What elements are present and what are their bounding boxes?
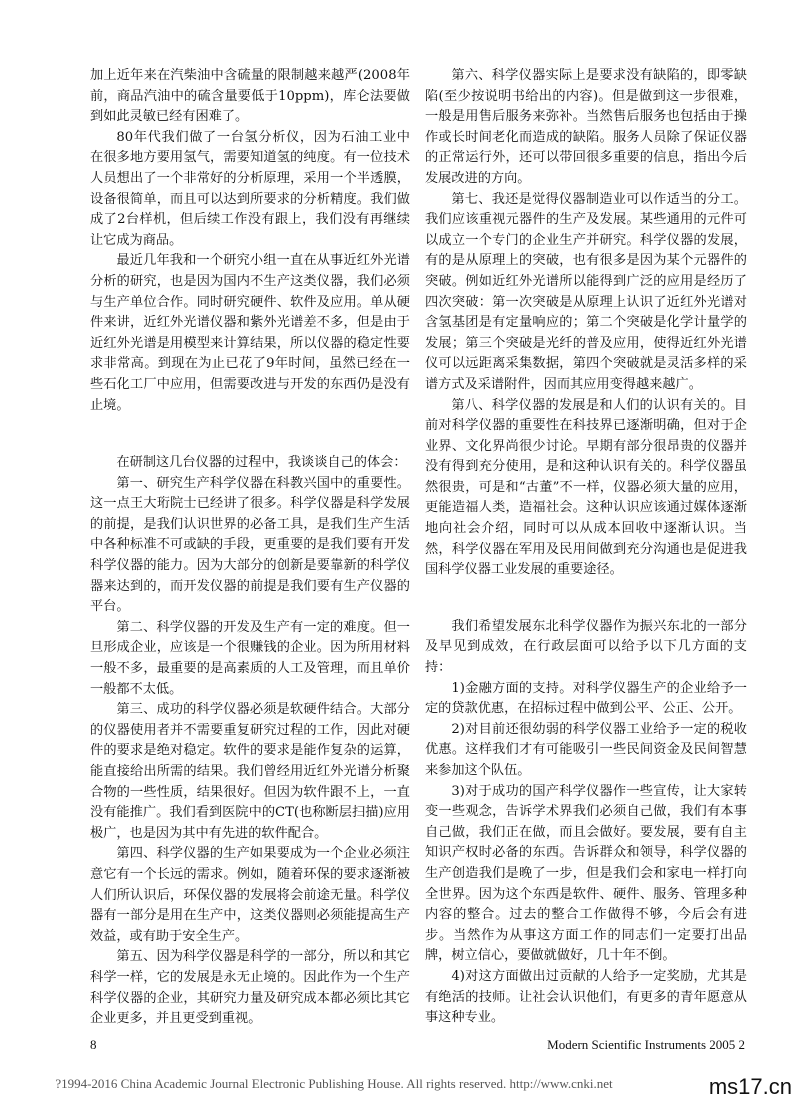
paragraph: 我们希望发展东北科学仪器作为振兴东北的一部分及早见到成效，在行政层面可以给予以下几方面的支持： — [425, 618, 747, 676]
paragraph: 第八、科学仪器的发展是和人们的认识有关的。目前对科学仪器的重要性在科技界已逐渐明确，但对于企业界、文化界尚很少讨论。早期有部分很昂贵的仪器并没有得到充分使用，是和这种认识有关的。科学仪器虽然很贵，可是和“古董”不一样，仪器必须大量的应用，更能造福人类，造福社会。这种认识应该通过媒体逐渐地向社会介绍，同时可以从成本回收中逐渐认识。当然，科学仪器在军用及民用间做到充分沟通也是促进我国科学仪器工业发展的重要途径。 — [425, 397, 747, 578]
paragraph: 4)对这方面做出过贡献的人给予一定奖励，尤其是有绝活的技师。让社会认识他们，有更多的青年愿意从事这种专业。 — [425, 968, 747, 1026]
paragraph: 2)对目前还很幼弱的科学仪器工业给予一定的税收优惠。这样我们才有可能吸引一些民间资金及民间智慧来参加这个队伍。 — [425, 721, 747, 778]
paragraph: 80年代我们做了一台氢分析仪，因为石油工业中在很多地方要用氢气，需要知道氢的纯度。有一位技术人员想出了一个非常好的分析原理，采用一个半透膜，设备很简单，而且可以达到所要求的分析精度。我们做成了2台样机，但后续工作没有跟上，我们没有再继续让它成为商品。 — [90, 129, 410, 248]
paragraph: 1)金融方面的支持。对科学仪器生产的企业给予一定的贷款优惠，在招标过程中做到公平、公正、公开。 — [425, 680, 747, 717]
paragraph: 第三、成功的科学仪器必须是软硬件结合。大部分的仪器使用者并不需要重复研究过程的工作，因此对硬件的要求是绝对稳定。软件的要求是能作复杂的运算，能直接给出所需的结果。我们曾经用近红外光谱分析聚合物的一些性质，结果很好。但因为软件跟不上，一直没有能推广。我们看到医院中的CT(也称断层扫描)应用极广，也是因为其中有先进的软件配合。 — [90, 702, 410, 841]
paragraph: 3)对于成功的国产科学仪器作一些宣传，让大家转变一些观念，告诉学术界我们必须自己做，我们有本事自己做，我们正在做，而且会做好。要发展，要有自主知识产权时必备的东西。告诉群众和领导，科学仪器的生产创造我们是晚了一步，但是我们会和家电一样打向全世界。因为这个东西是软件、硬件、服务、管理多种内容的整合。过去的整合工作做得不够，今后会有进步。当然作为从事这方面工作的同志们一定要打出品牌，树立信心，要做就做好，几十年不倒。 — [425, 783, 747, 964]
page-number: 8 — [90, 1037, 97, 1052]
paragraph: 第六、科学仪器实际上是要求没有缺陷的，即零缺陷(至少按说明书给出的内容)。但是做到这一步很难，一般是用售后服务来弥补。当然售后服务也包括由于操作或长时间老化而造成的缺陷。服务人员除了保证仪器的正常运行外，还可以带回很多重要的信息，指出今后发展改进的方向。 — [425, 68, 747, 186]
left-column — [90, 66, 410, 1030]
paragraph: 第二、科学仪器的开发及生产有一定的难度。但一旦形成企业，应该是一个很赚钱的企业。因为所用材料一般不多，最重要的是高素质的人工及管理，而且单价一般都不太低。 — [90, 619, 410, 697]
paragraph: 第四、科学仪器的生产如果要成为一个企业必须注意它有一个长远的需求。例如，随着环保的要求逐渐被人们所认识后，环保仪器的发展将会前途无量。科学仪器有一部分是用在生产中，这类仪器则必须能提高生产效益，或有助于安全生产。 — [90, 846, 410, 944]
paragraph: 在研制这几台仪器的过程中，我谈谈自己的体会： — [116, 455, 407, 471]
paragraph: 第五、因为科学仪器是科学的一部分，所以和其它科学一样，它的发展是永无止境的。因此作为一个生产科学仪器的企业，其研究力量及研究成本都必须比其它企业更多，并且更受到重视。 — [90, 949, 410, 1027]
paragraph: 第七、我还是觉得仪器制造业可以作适当的分工。我们应该重视元器件的生产及发展。某些通用的元件可以成立一个专门的企业生产并研究。科学仪器的发展，有的是从原理上的突破，也有很多是因为某个元器件的突破。例如近红外光谱所以能得到广泛的应用是经历了四次突破：第一次突破是从原理上认识了近红外光谱对含氢基团是有定量响应的；第二个突破是化学计量学的发展；第三个突破是光纤的普及应用，使得近红外光谱仪可以远距离采集数据，第四个突破就是灵活多样的采谱方式及采谱附件，因而其应用变得越来越广。 — [425, 191, 747, 392]
paragraph: 最近几年我和一个研究小组一直在从事近红外光谱分析的研究，也是因为国内不生产这类仪器，我们必须与生产单位合作。同时研究硬件、软件及应用。单从硬件来讲，近红外光谱仪器和紫外光谱差不多，但是由于近红外光谱是用模型来计算结果，所以仪器的稳定性要求非常高。到现在为止已花了9年时间，虽然已经在一些石化工厂中应用，但需要改进与开发的东西仍是没有止境。 — [90, 253, 410, 413]
watermark-logo: ms17.cn — [708, 1074, 792, 1099]
paragraph: 加上近年来在汽柴油中含硫量的限制越来越严(2008年前，商品汽油中的硫含量要低于10ppm)，库仑法要做到如此灵敏已经有困难了。 — [90, 68, 410, 125]
journal-footer: Modern Scientific Instruments 2005 2 — [547, 1037, 745, 1052]
right-column — [425, 66, 747, 1029]
paragraph: 第一、研究生产科学仪器在科教兴国中的重要性。这一点王大珩院士已经讲了很多。科学仪器是科学发展的前提，是我们认识世界的必备工具，是我们生产生活中各种标准不可或缺的手段，更重要的是我们要有开发科学仪器的能力。因为大部分的创新是要靠新的科学仪器来达到的，而开发仪器的前提是我们要有生产仪器的平台。 — [90, 475, 410, 615]
copyright-notice: ?1994-2016 China Academic Journal Electronic Publishing House. All rights reserved. http://www.cnki.net — [55, 1076, 613, 1091]
